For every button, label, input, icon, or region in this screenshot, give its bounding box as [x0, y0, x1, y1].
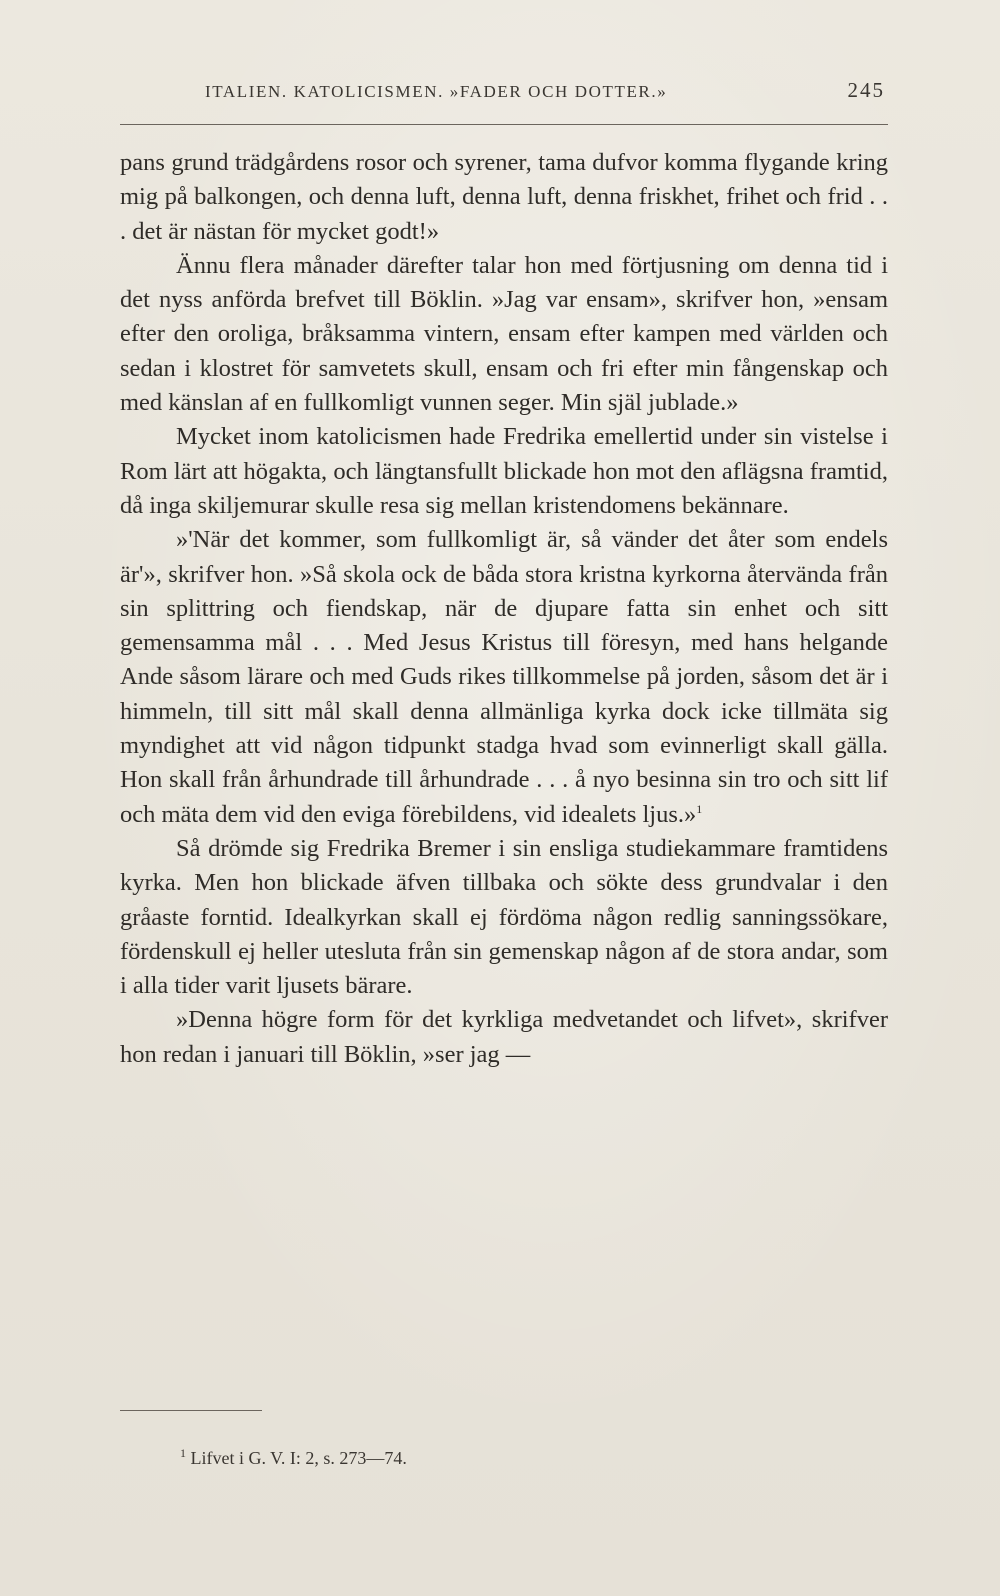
paragraph-3: Mycket inom katolicismen hade Fredrika emellertid under sin vistelse i Rom lärt att högakta, och längtansfullt blickade hon mot den aflägsna framtid, då inga skiljemurar skulle resa sig mellan kristendomens bekännare. — [120, 423, 888, 519]
footnote-rule — [120, 1410, 262, 1411]
paragraph-4-text: »'När det kommer, som fullkomligt är, så vänder det åter som endels är'», skrifver hon. »Så skola ock de båda stora kristna kyrkorna återvända från sin splittring och fiendskap, när de djupare fatta sin enhet och sitt gemensamma mål . . . Med Jesus Kristus till föresyn, med hans helgande Ande såsom lärare och med Guds rikes tillkommelse på jorden, såsom det är i himmeln, till sitt mål skall denna allmänliga kyrka dock icke tillmäta sig myndighet att vid någon tidpunkt stadga hvad som evinnerligt skall gälla. Hon skall från århundrade till århundrade . . . å nyo besinna sin tro och sitt lif och mäta dem vid den eviga förebildens, vid idealets ljus.» — [120, 526, 888, 828]
footnote-marker: 1 — [180, 1446, 186, 1460]
footnote-reference: 1 — [696, 801, 703, 816]
body-text — [120, 146, 888, 1072]
paragraph-6: »Denna högre form för det kyrkliga medvetandet och lifvet», skrifver hon redan i januari till Böklin, »ser jag — — [120, 1006, 888, 1068]
paragraph-5: Så drömde sig Fredrika Bremer i sin ensliga studiekammare framtidens kyrka. Men hon blickade äfven tillbaka och sökte dess grundvalar i den gråaste forntid. Idealkyrkan skall ej fördöma någon redlig sanningssökare, fördenskull ej heller utesluta från sin gemenskap någon af de stora andar, som i alla tider varit ljusets bärare. — [120, 834, 888, 1000]
header-rule — [120, 124, 888, 125]
paragraph-2: Ännu flera månader därefter talar hon med förtjusning om denna tid i det nyss anförda brefvet till Böklin. »Jag var ensam», skrifver hon, »ensam efter den oroliga, bråksamma vintern, ensam efter kampen med världen och sedan i klostret för samvetets skull, ensam och fri efter min fångenskap och med känslan af en fullkomligt vunnen seger. Min själ jublade.» — [120, 251, 888, 417]
running-title: ITALIEN. KATOLICISMEN. »FADER OCH DOTTER.» — [205, 82, 668, 101]
paragraph-1: pans grund trädgårdens rosor och syrener, tama dufvor komma flygande kring mig på balkongen, och denna luft, denna luft, denna friskhet, frihet och frid . . . det är nästan för mycket godt!» — [120, 149, 888, 245]
paragraph-4 — [120, 523, 888, 832]
footnote-text: Lifvet i G. V. I: 2, s. 273—74. — [190, 1448, 407, 1468]
page-number: 245 — [847, 78, 885, 102]
footnote — [180, 1448, 407, 1469]
page-header — [205, 78, 885, 108]
